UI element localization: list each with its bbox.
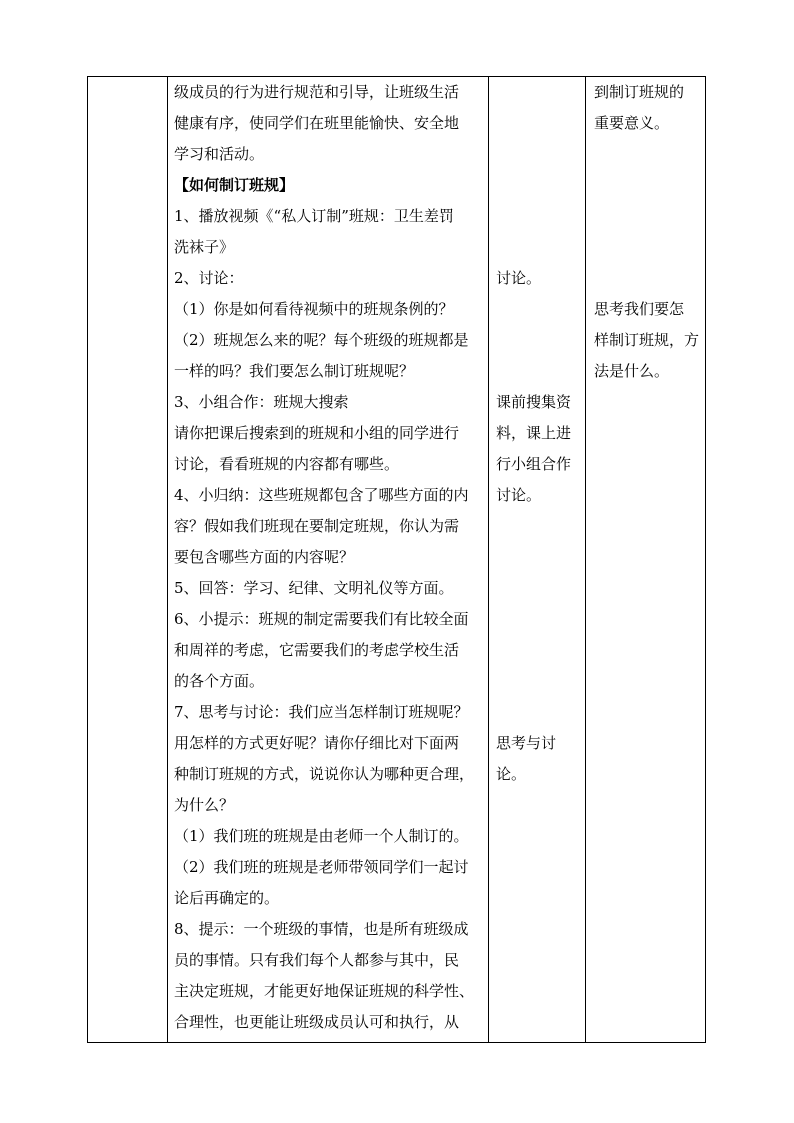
text-line: 2、讨论： bbox=[174, 269, 244, 287]
design-intent-line: 思考我们要怎 bbox=[594, 300, 685, 318]
text-line: 员的事情。只有我们每个人都参与其中，民 bbox=[174, 951, 460, 969]
design-intent-column bbox=[586, 77, 706, 1042]
student-activity-line: 行小组合作 bbox=[496, 455, 572, 473]
text-line: （1）你是如何看待视频中的班规条例的？ bbox=[174, 300, 454, 318]
text-line: （2）班规怎么来的呢？每个班级的班规都是 bbox=[174, 331, 469, 349]
text-line: 讨论，看看班规的内容都有哪些。 bbox=[174, 455, 400, 473]
text-line: 合理性，也更能让班级成员认可和执行，从 bbox=[174, 1013, 460, 1031]
text-line: 要包含哪些方面的内容呢？ bbox=[174, 548, 355, 566]
student-activity-line: 讨论。 bbox=[496, 486, 542, 504]
student-activity-column bbox=[489, 77, 585, 1042]
text-line: 5、回答：学习、纪律、文明礼仪等方面。 bbox=[174, 579, 454, 597]
text-line: 和周祥的考虑，它需要我们的考虑学校生活 bbox=[174, 641, 460, 659]
student-activity-line: 料，课上进 bbox=[496, 424, 572, 442]
lesson-plan-table bbox=[87, 76, 706, 1043]
text-line: 8、提示：一个班级的事情，也是所有班级成 bbox=[174, 920, 469, 938]
text-line: 7、思考与讨论：我们应当怎样制订班规呢？ bbox=[174, 703, 469, 721]
text-line: 学习和活动。 bbox=[174, 145, 265, 163]
text-line: 一样的吗？我们要怎么制订班规呢？ bbox=[174, 362, 415, 380]
design-intent-line: 到制订班规的 bbox=[594, 83, 685, 101]
text-line: 为什么？ bbox=[174, 796, 235, 814]
design-intent-line: 样制订班规，方 bbox=[594, 331, 700, 349]
text-line: 健康有序，使同学们在班里能愉快、安全地 bbox=[174, 114, 460, 132]
text-line: 洗袜子》 bbox=[174, 238, 235, 256]
student-activity-line: 论。 bbox=[496, 765, 527, 783]
text-line: 请你把课后搜索到的班规和小组的同学进行 bbox=[174, 424, 460, 442]
design-intent-line: 重要意义。 bbox=[594, 114, 670, 132]
text-line: （2）我们班的班规是老师带领同学们一起讨 bbox=[174, 858, 469, 876]
student-activity-line: 思考与讨 bbox=[496, 734, 557, 752]
text-line: 6、小提示：班规的制定需要我们有比较全面 bbox=[174, 610, 469, 628]
section-heading: 【如何制订班规】 bbox=[174, 176, 295, 194]
student-activity-line: 课前搜集资 bbox=[496, 393, 572, 411]
text-line: 论后再确定的。 bbox=[174, 889, 280, 907]
text-line: 的各个方面。 bbox=[174, 672, 265, 690]
text-line: （1）我们班的班规是由老师一个人制订的。 bbox=[174, 827, 469, 845]
text-line: 4、小归纳：这些班规都包含了哪些方面的内 bbox=[174, 486, 469, 504]
text-line: 容？假如我们班现在要制定班规，你认为需 bbox=[174, 517, 460, 535]
stage-column bbox=[88, 77, 167, 1042]
teaching-process-column bbox=[168, 77, 488, 1042]
student-activity-line: 讨论。 bbox=[496, 269, 542, 287]
text-line: 级成员的行为进行规范和引导，让班级生活 bbox=[174, 83, 460, 101]
text-line: 用怎样的方式更好呢？请你仔细比对下面两 bbox=[174, 734, 460, 752]
text-line: 种制订班规的方式，说说你认为哪种更合理， bbox=[174, 765, 475, 783]
text-line: 3、小组合作：班规大搜索 bbox=[174, 393, 349, 411]
text-line: 主决定班规，才能更好地保证班规的科学性、 bbox=[174, 982, 475, 1000]
design-intent-line: 法是什么。 bbox=[594, 362, 670, 380]
text-line: 1、播放视频《“私人订制”班规：卫生差罚 bbox=[174, 207, 454, 225]
